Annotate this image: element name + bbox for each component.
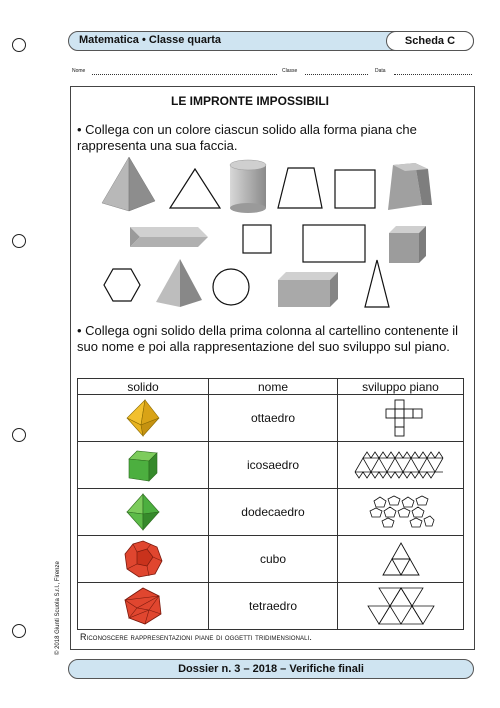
triangular-prism-solid	[130, 227, 208, 247]
octahedron-solid-cell[interactable]	[78, 395, 209, 442]
table-row	[78, 583, 464, 630]
footer-band: Dossier n. 3 – 2018 – Verifiche finali	[68, 659, 474, 679]
net-cell[interactable]	[338, 395, 464, 442]
sheet-label: Scheda C	[386, 31, 474, 51]
binder-hole	[12, 428, 26, 442]
tetrahedron-solid	[156, 259, 202, 307]
name-label: Nome	[72, 68, 86, 74]
copyright-note: © 2018 Giunti Scuola S.r.l., Firenze	[55, 561, 61, 655]
octahedron-icon	[121, 398, 165, 438]
icosahedron-solid-cell[interactable]	[78, 583, 209, 630]
name-card[interactable]: tetraedro	[209, 583, 338, 630]
table-row	[78, 395, 464, 442]
triangle-strip-net-icon	[353, 450, 449, 480]
shapes-area	[70, 155, 473, 320]
isosceles-triangle-shape[interactable]	[365, 260, 389, 307]
dodecahedron-solid-cell[interactable]	[78, 536, 209, 583]
learning-objective: Riconoscere rappresentazioni piane di oggetti tridimensionali.	[80, 632, 312, 642]
cube-solid-cell[interactable]	[78, 442, 209, 489]
date-label: Data	[375, 68, 386, 74]
red-icosahedron-icon	[121, 586, 165, 626]
circle-shape[interactable]	[213, 269, 249, 305]
rectangle-shape[interactable]	[303, 225, 365, 262]
net-cell[interactable]	[338, 489, 464, 536]
pentagon-net-icon	[366, 495, 436, 529]
net-cell[interactable]	[338, 583, 464, 630]
frustum-solid	[388, 163, 432, 210]
column-header-solid: solido	[78, 379, 209, 395]
triangle-net-icon	[379, 541, 423, 577]
net-cell[interactable]	[338, 536, 464, 583]
triangle-shape[interactable]	[170, 169, 220, 208]
rectangular-prism-solid	[278, 272, 338, 307]
name-card[interactable]: cubo	[209, 536, 338, 583]
name-card[interactable]: ottaedro	[209, 395, 338, 442]
binder-hole	[12, 234, 26, 248]
green-octahedron-icon	[121, 492, 165, 532]
binder-hole	[12, 38, 26, 52]
class-line[interactable]	[305, 74, 368, 75]
column-header-name: nome	[209, 379, 338, 395]
header-band	[68, 31, 474, 51]
red-dodecahedron-icon	[121, 539, 165, 579]
net-cell[interactable]	[338, 442, 464, 489]
cube-solid	[389, 226, 426, 263]
column-header-net: sviluppo piano	[338, 379, 464, 395]
class-label: Classe	[282, 68, 298, 74]
date-line[interactable]	[394, 74, 472, 75]
name-card[interactable]: icosaedro	[209, 442, 338, 489]
name-line[interactable]	[92, 74, 277, 75]
binder-hole	[12, 624, 26, 638]
hexagon-shape[interactable]	[104, 269, 140, 301]
instruction-first: • Collega con un colore ciascun solido alla forma piana che rappresenta una sua faccia.	[77, 122, 417, 153]
pyramid-solid	[102, 157, 155, 211]
solids-table	[77, 378, 464, 630]
diamond-solid-cell[interactable]	[78, 489, 209, 536]
square-shape[interactable]	[335, 170, 375, 208]
name-card[interactable]: dodecaedro	[209, 489, 338, 536]
star-net-icon	[366, 586, 436, 626]
worksheet-title: LE IMPRONTE IMPOSSIBILI	[170, 94, 329, 108]
cylinder-solid	[230, 160, 266, 213]
table-row	[78, 536, 464, 583]
trapezoid-shape[interactable]	[278, 168, 322, 208]
green-cube-icon	[121, 445, 165, 485]
instruction-second: • Collega ogni solido della prima colonna al cartellino contenente il suo nome e poi alla rappresentazione del suo sviluppo sul piano.	[77, 323, 459, 354]
subject-label: Matematica • Classe quarta	[79, 34, 222, 46]
table-row	[78, 442, 464, 489]
cross-net-icon	[379, 398, 423, 438]
table-row	[78, 489, 464, 536]
small-square-shape[interactable]	[243, 225, 271, 253]
